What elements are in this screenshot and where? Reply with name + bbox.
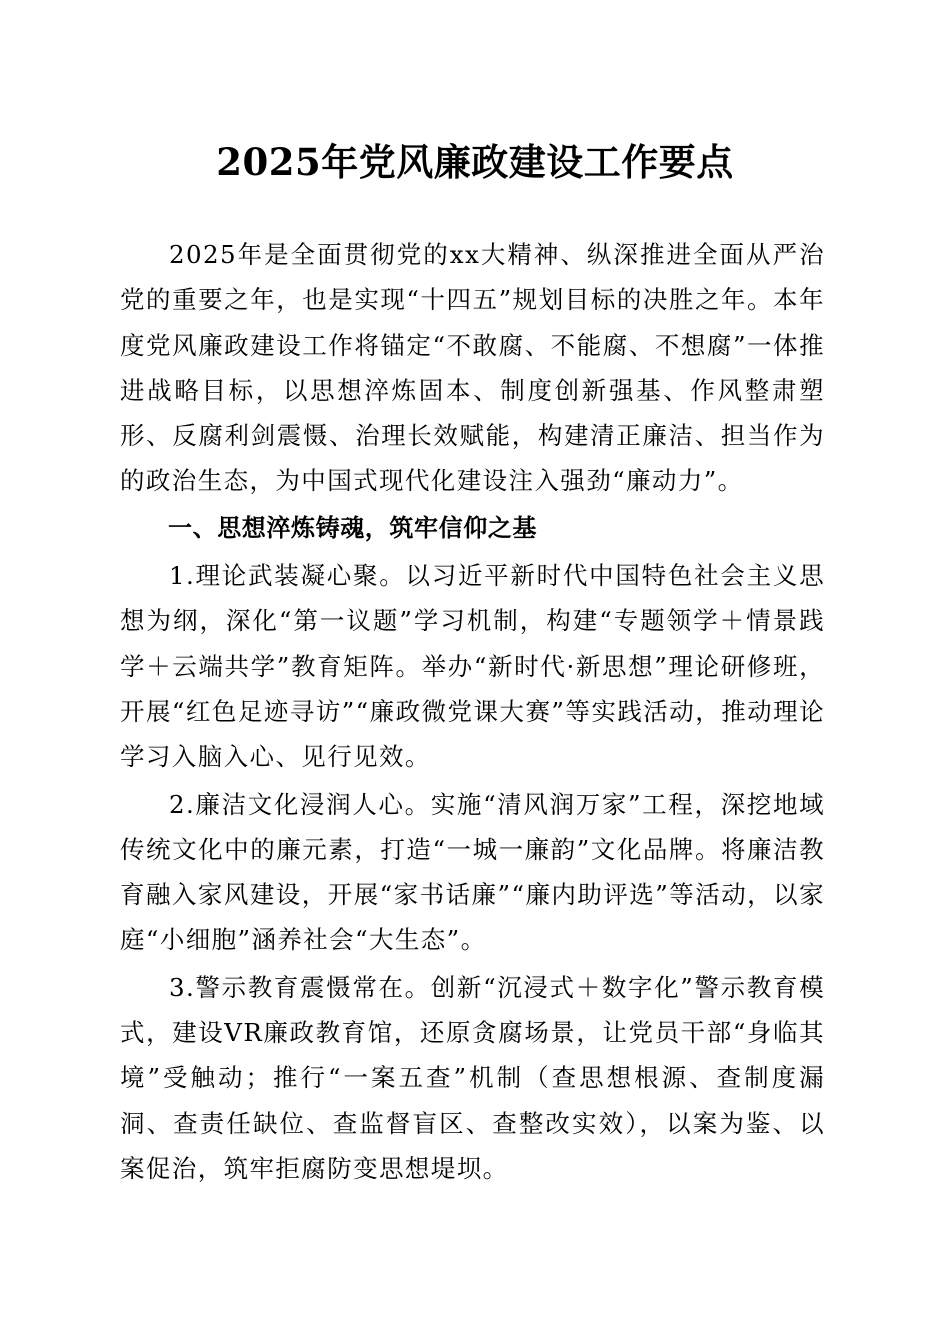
section1-item-3: 3.警示教育震慑常在。创新“沉浸式＋数字化”警示教育模式，建设VR廉政教育馆，还原贪腐场景，让党员干部“身临其境”受触动；推行“一案五查”机制（查思想根源、查制度漏洞、查责任缺位、查监督盲区、查整改实效），以案为鉴、以案促治，筑牢拒腐防变思想堤坝。	[120, 972, 825, 1183]
intro-paragraph: 2025年是全面贯彻党的xx大精神、纵深推进全面从严治党的重要之年，也是实现“十四五”规划目标的决胜之年。本年度党风廉政建设工作将锚定“不敢腐、不能腐、不想腐”一体推进战略目标，以思想淬炼固本、制度创新强基、作风整肃塑形、反腐利剑震慑、治理长效赋能，构建清正廉洁、担当作为的政治生态，为中国式现代化建设注入强劲“廉动力”。	[120, 240, 825, 496]
document-title: 2025年党风廉政建设工作要点	[216, 140, 734, 184]
section-heading-1: 一、思想淬炼铸魂，筑牢信仰之基	[168, 513, 537, 542]
section1-item-1: 1.理论武装凝心聚。以习近平新时代中国特色社会主义思想为纲，深化“第一议题”学习机制，构建“专题领学＋情景践学＋云端共学”教育矩阵。举办“新时代·新思想”理论研修班，开展“红色足迹寻访”“廉政微党课大赛”等实践活动，推动理论学习入脑入心、见行见效。	[120, 561, 825, 772]
section1-item-2: 2.廉洁文化浸润人心。实施“清风润万家”工程，深挖地域传统文化中的廉元素，打造“一城一廉韵”文化品牌。将廉洁教育融入家风建设，开展“家书话廉”“廉内助评选”等活动，以家庭“小细胞”涵养社会“大生态”。	[120, 789, 825, 955]
document-body	[120, 232, 825, 1193]
